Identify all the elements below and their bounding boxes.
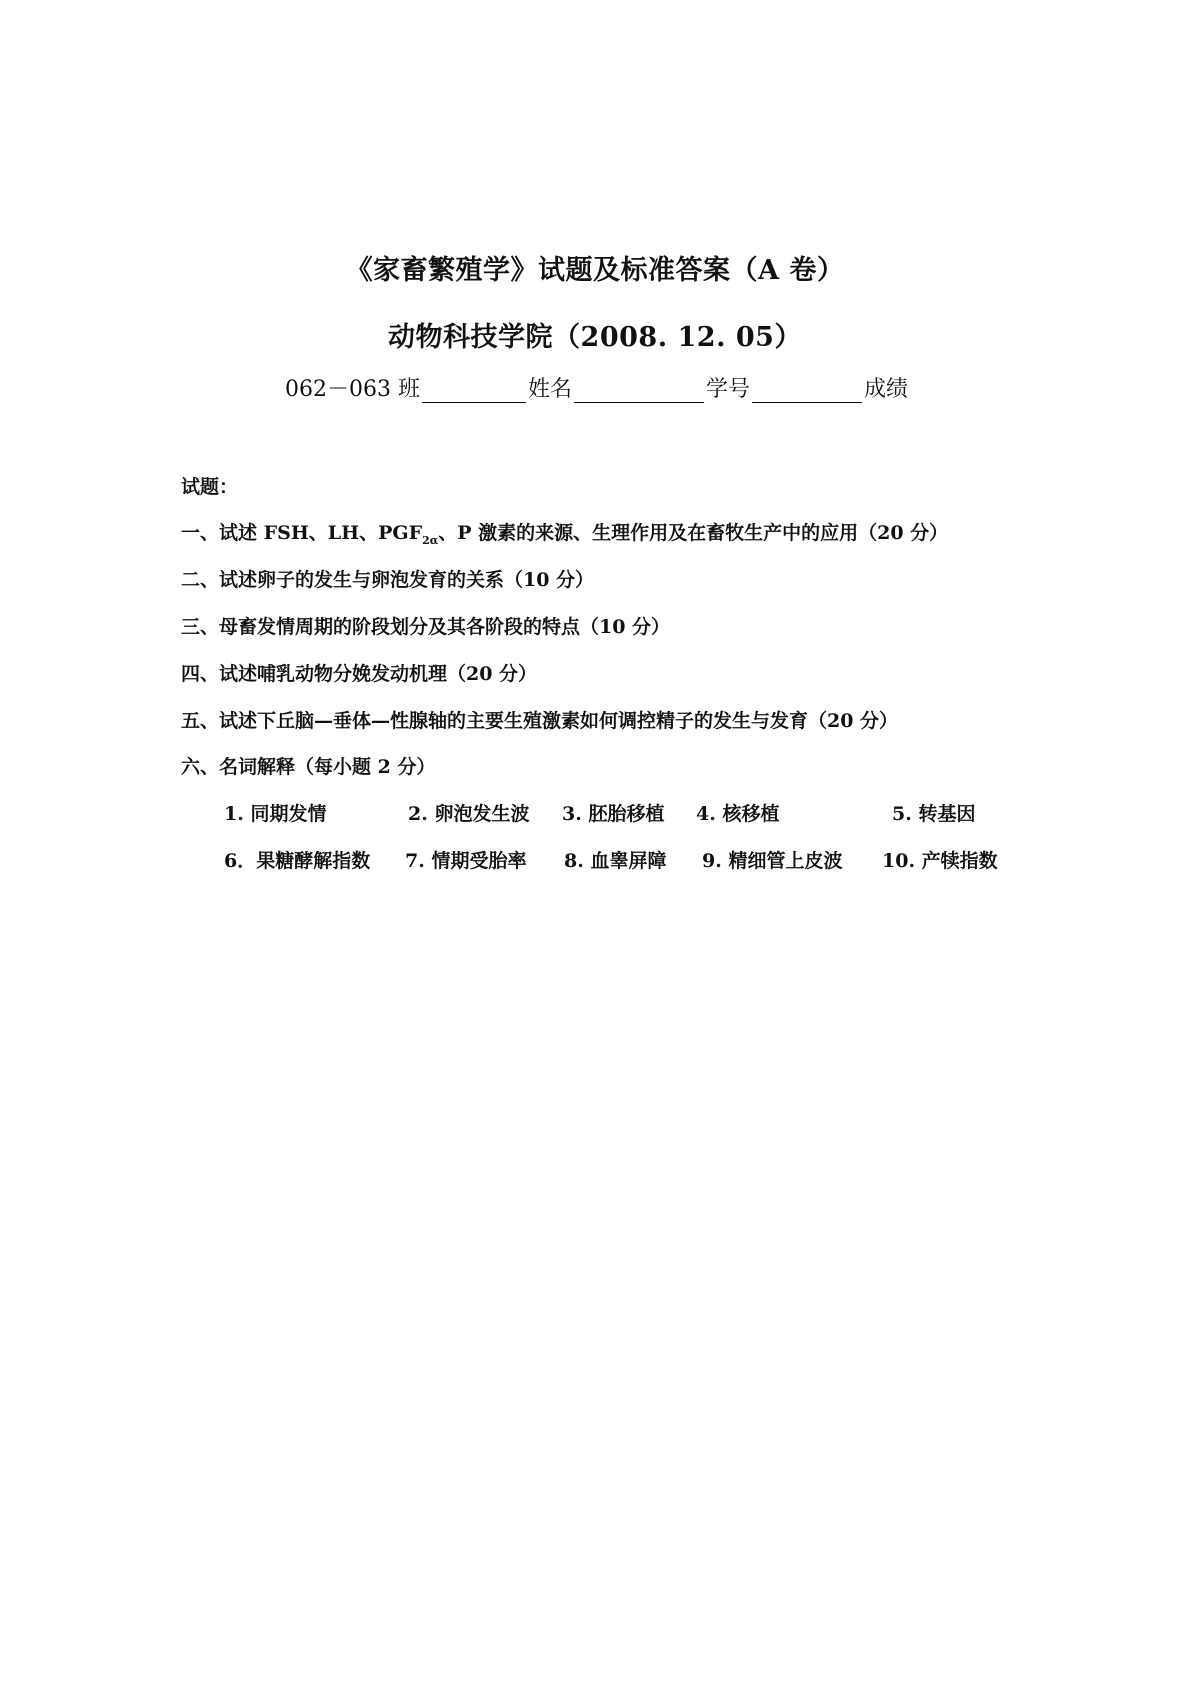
term-item: 6．果糖酵解指数 [224, 850, 371, 872]
score-label: 成绩 [864, 377, 909, 402]
exam-title: 《家畜繁殖学》试题及标准答案（A 卷） [345, 255, 845, 286]
name-blank [574, 378, 704, 403]
term-item: 5. 转基因 [892, 803, 976, 825]
question-1-prefix: 一、试述 FSH、LH、PGF [181, 522, 423, 544]
question-2: 二、试述卵子的发生与卵泡发育的关系（10 分） [181, 569, 595, 591]
term-item: 2. 卵泡发生波 [408, 803, 530, 825]
name-label: 姓名 [527, 377, 572, 402]
term-item: 10. 产犊指数 [882, 850, 998, 872]
question-5: 五、试述下丘脑—垂体—性腺轴的主要生殖激素如何调控精子的发生与发育（20 分） [181, 710, 899, 732]
question-1 [181, 518, 948, 547]
question-1-subscript: 2α [422, 533, 439, 547]
term-item: 1. 同期发情 [224, 803, 327, 825]
student-id-label: 学号 [706, 377, 751, 402]
student-info-line [285, 372, 908, 403]
class-label: 062－063 班 [285, 377, 420, 402]
term-item: 4. 核移植 [696, 803, 780, 825]
question-4: 四、试述哺乳动物分娩发动机理（20 分） [181, 663, 538, 685]
student-id-blank [752, 378, 862, 403]
question-6: 六、名词解释（每小题 2 分） [181, 756, 436, 778]
exam-subtitle: 动物科技学院（2008. 12. 05） [388, 322, 802, 353]
question-3: 三、母畜发情周期的阶段划分及其各阶段的特点（10 分） [181, 616, 671, 638]
term-item: 3. 胚胎移植 [562, 803, 665, 825]
term-item: 7. 情期受胎率 [405, 850, 527, 872]
question-1-suffix: 、P 激素的来源、生理作用及在畜牧生产中的应用（20 分） [438, 522, 949, 544]
section-label: 试题： [181, 476, 239, 498]
class-blank [422, 378, 526, 403]
term-item: 8. 血睾屏障 [564, 850, 667, 872]
term-item: 9. 精细管上皮波 [702, 850, 843, 872]
